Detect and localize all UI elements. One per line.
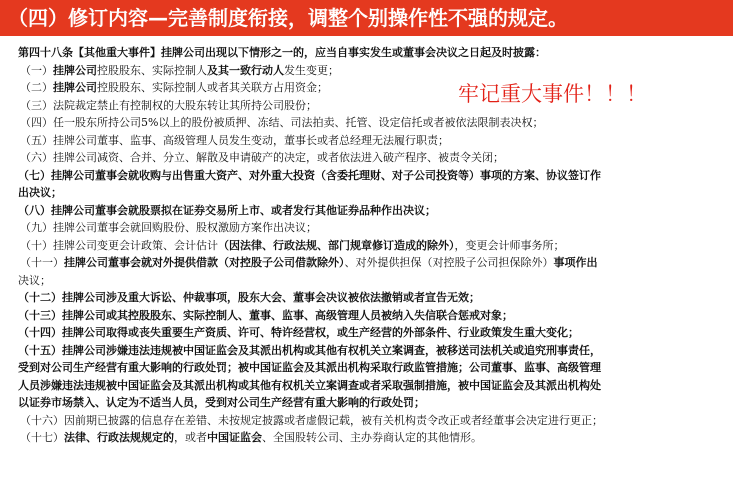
clause-6: （六）挂牌公司减资、合并、分立、解散及申请破产的决定，或者依法进入破产程序、被责令关闭； <box>20 151 504 164</box>
clause-5: （五）挂牌公司董事、监事、高级管理人员发生变动，董事长或者总经理无法履行职责； <box>20 133 449 147</box>
clause-bold: （因法律、行政法规、部门规章修订造成的除外） <box>218 238 455 252</box>
clause-13: （十三）挂牌公司或其控股股东、实际控制人、董事、监事、高级管理人员被纳入失信联合惩戒对象； <box>18 308 513 322</box>
clause-7-cont: 出决议； <box>18 186 62 199</box>
clause-bold: 中国证监会 <box>207 431 262 444</box>
clause-1 <box>18 62 724 80</box>
clause-bold: 挂牌公司 <box>53 63 97 77</box>
clause-15-cont-1: 受到对公司生产经营有重大影响的行政处罚；被中国证监会及其派出机构采取行政监管措施；公司董事、监事、高级管理 <box>18 361 601 374</box>
clause-bold: 挂牌公司 <box>53 81 97 94</box>
clause-text: （十七） <box>20 431 64 444</box>
clause-3: （三）法院裁定禁止有控制权的大股东转让其所持公司股份； <box>20 98 317 112</box>
clause-text: （二） <box>20 81 53 94</box>
clause-4: （四）任一股东所持公司5%以上的股份被质押、冻结、司法拍卖、托管、设定信托或者被依法限制表决权； <box>20 116 544 129</box>
clause-bold: 事项作出 <box>553 256 598 269</box>
clause-text: （十一） <box>20 256 64 269</box>
clause-8: （八）挂牌公司董事会就股票拟在证券交易所上市、或者发行其他证券品种作出决议； <box>18 203 436 217</box>
remember-annotation: 牢记重大事件！！！ <box>458 82 647 106</box>
clause-text: 控股股东、实际控制人 <box>97 63 207 77</box>
clause-bold: 挂牌公司董事会就对外提供借款（对控股子公司借款除外） <box>64 256 345 269</box>
clause-bold: 及其一致行动人 <box>207 63 284 77</box>
clause-bold: 法律、行政法规规定的 <box>64 431 174 444</box>
clause-9: （九）挂牌公司董事会就回购股份、股权激励方案作出决议； <box>20 221 317 234</box>
clause-15-cont-3: 以证券市场禁入、认定为不适当人员，受到对公司生产经营有重大影响的行政处罚； <box>18 396 425 409</box>
clause-14: （十四）挂牌公司取得或丧失重要生产资质、许可、特许经营权，或生产经营的外部条件、行业政策发生重大变化； <box>18 326 579 339</box>
clause-text: 、全国股转公司、主办券商认定的其他情形。 <box>262 431 482 444</box>
clause-text: 、对外提供担保（对控股子公司担保除外） <box>344 256 554 269</box>
clause-17 <box>18 429 724 447</box>
clause-11-cont: 决议； <box>18 273 51 287</box>
section-banner <box>0 0 733 36</box>
clause-7: （七）挂牌公司董事会就收购与出售重大资产、对外重大投资（含委托理财、对子公司投资等）事项的方案、协议签订作 <box>18 168 601 182</box>
clause-11 <box>18 254 724 272</box>
clause-text: （一） <box>20 63 53 77</box>
clause-text: ，或者 <box>174 431 207 444</box>
clause-15: （十五）挂牌公司涉嫌违法违规被中国证监会及其派出机构或其他有权机关立案调查，被移送司法机关或追究刑事责任， <box>18 343 601 357</box>
clause-text: （十）挂牌公司变更会计政策、会计估计 <box>20 238 218 252</box>
clause-12: （十二）挂牌公司涉及重大诉讼、仲裁事项，股东大会、董事会决议被依法撤销或者宣告无效； <box>18 291 480 304</box>
clause-text: 控股股东、实际控制人或者其关联方占用资金； <box>97 81 328 94</box>
clause-10 <box>18 237 724 255</box>
article-header: 第四十八条【其他重大事件】挂牌公司出现以下情形之一的，应当自事实发生或董事会决议之日起及时披露： <box>18 46 546 59</box>
clause-15-cont-2: 人员涉嫌违法违规被中国证监会及其派出机构或其他有权机关立案调查或者采取强制措施，被中国证监会及其派出机构处 <box>18 378 601 392</box>
clause-16: （十六）因前期已披露的信息存在差错、未按规定披露或者虚假记载，被有关机构责令改正或者经董事会决定进行更正； <box>20 413 603 427</box>
banner-title: （四）修订内容—完善制度衔接，调整个别操作性不强的规定。 <box>8 6 568 30</box>
clause-text: ，变更会计师事务所； <box>454 238 565 252</box>
clause-text: 发生变更； <box>284 63 339 77</box>
